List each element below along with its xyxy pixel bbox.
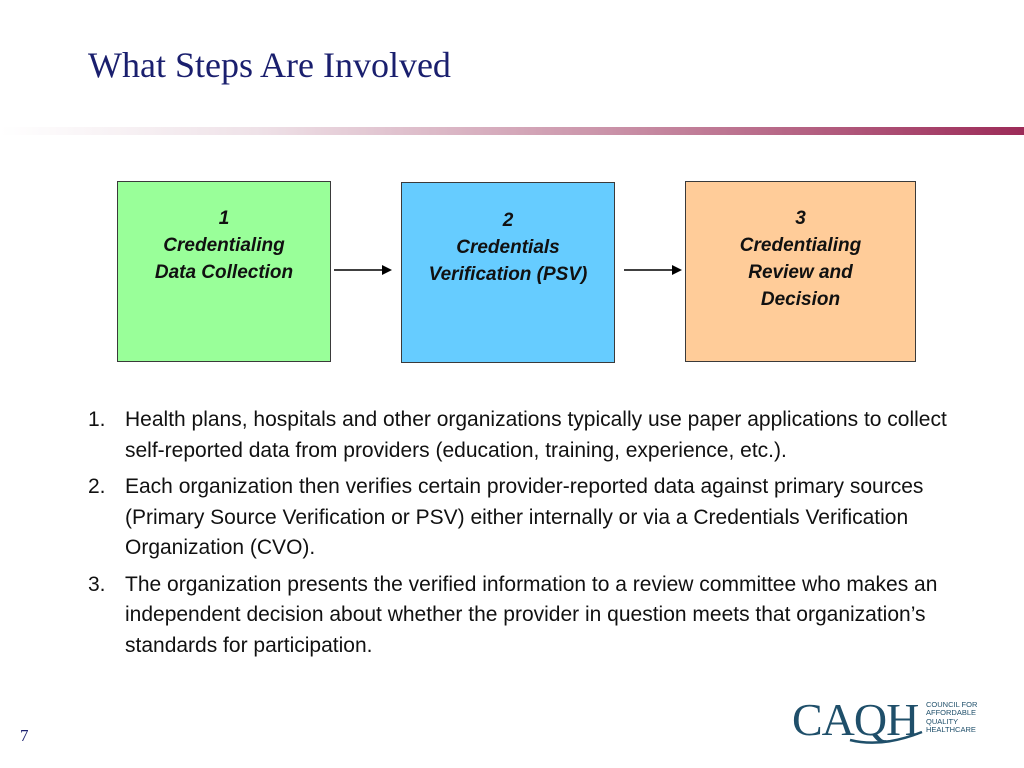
step-1-label-line-2: Data Collection — [154, 262, 294, 283]
step-3-number: 3 — [795, 208, 806, 229]
step-1-box — [117, 181, 331, 362]
step-3-label-line-1: Credentialing — [739, 235, 862, 256]
arrow-right-icon — [624, 263, 684, 277]
logo-tagline — [926, 701, 996, 735]
list-item-marker: 3. — [88, 572, 106, 596]
step-3-box — [685, 181, 916, 362]
step-1-number: 1 — [218, 208, 230, 229]
steps-description-list — [88, 405, 958, 667]
logo-tagline-line: HEALTHCARE — [926, 725, 976, 735]
step-1-label-line-1: Credentialing — [163, 235, 285, 256]
step-3-label-line-3: Decision — [760, 289, 841, 310]
list-item-text: The organization presents the verified information to a review committee who makes an independent decision about whether the provider in question meets that organization’s standards for participation. — [125, 572, 938, 657]
list-item — [88, 570, 958, 662]
logo-swoosh-icon — [792, 696, 927, 748]
list-item — [88, 472, 958, 564]
step-2-box — [401, 182, 615, 363]
list-item — [88, 405, 958, 466]
slide-title: What Steps Are Involved — [88, 45, 451, 85]
logo-tagline-line: AFFORDABLE — [926, 708, 977, 718]
list-item-text: Each organization then verifies certain provider-reported data against primary sources (Primary Source Verification or PSV) either internally or via a Credentials Verification Organization (CVO). — [125, 475, 924, 559]
arrow-right-icon — [334, 263, 394, 277]
logo-tagline-line: COUNCIL FOR — [926, 700, 978, 709]
caqh-logo — [792, 696, 992, 748]
list-item-text: Health plans, hospitals and other organizations typically use paper applications to collect self-reported data from providers (education, training, experience, etc.). — [125, 408, 947, 462]
step-2-number: 2 — [502, 210, 514, 231]
logo-wordmark: CAQH — [792, 694, 919, 745]
page-number: 7 — [20, 726, 29, 745]
step-2-label-line-1: Credentials — [456, 237, 560, 258]
logo-tagline-line: QUALITY — [926, 716, 959, 726]
list-item-marker: 1. — [88, 408, 106, 431]
title-divider — [0, 127, 1024, 135]
step-3-label-line-2: Review and — [748, 262, 853, 283]
step-2-label-line-2: Verification (PSV) — [428, 264, 588, 285]
list-item-marker: 2. — [88, 475, 106, 498]
